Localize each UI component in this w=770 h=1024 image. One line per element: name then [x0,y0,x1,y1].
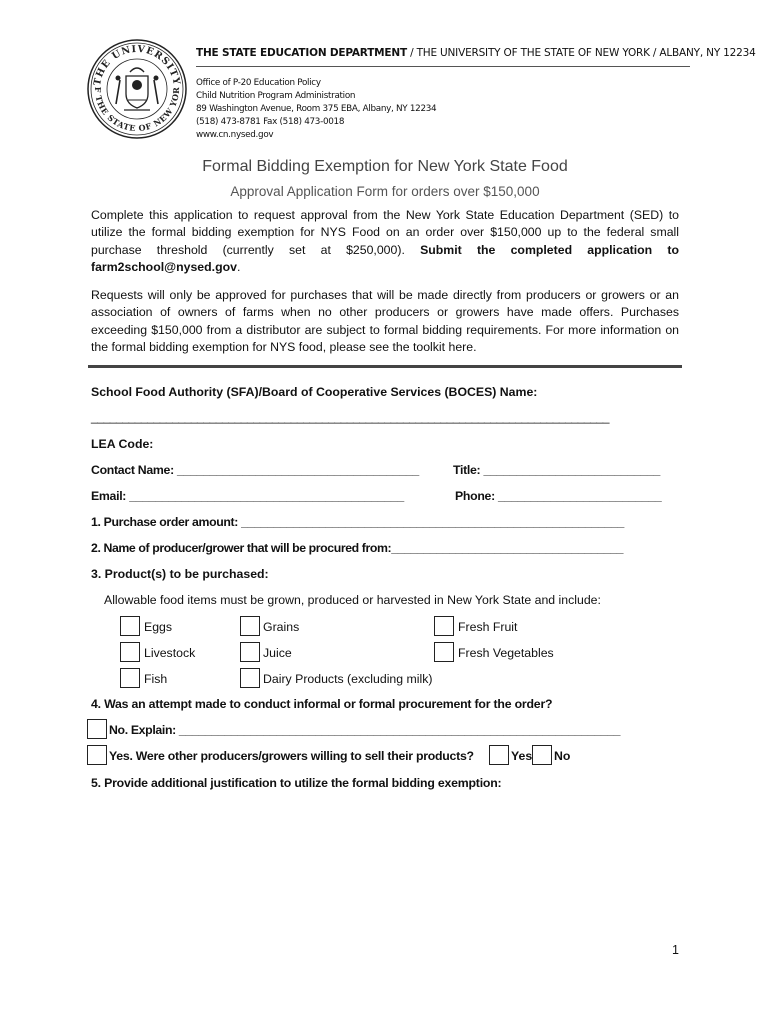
office-contact-block [196,77,436,142]
grains-label: Grains [263,620,300,634]
dairy-products-label: Dairy Products (excluding milk) [263,672,433,686]
yes-procurement-checkbox[interactable] [87,745,107,765]
fresh-fruit-label: Fresh Fruit [458,620,518,634]
dairy-products-checkbox[interactable] [240,668,260,688]
producers-willing-no-checkbox[interactable] [532,745,552,765]
justification-question: 5. Provide additional justification to utilize the formal bidding exemption: [91,776,502,790]
intro-period: . [236,259,241,274]
grains-checkbox[interactable] [240,616,260,636]
livestock-checkbox[interactable] [120,642,140,662]
eggs-checkbox[interactable] [120,616,140,636]
juice-checkbox[interactable] [240,642,260,662]
intro-submit-instruction: Submit the completed application to farm2school@nysed.gov [91,242,679,274]
allowable-items-note: Allowable food items must be grown, produced or harvested in New York State and include: [104,593,601,607]
department-name: THE STATE EDUCATION DEPARTMENT [196,47,407,59]
title-field[interactable]: Title: ___________________________ [453,463,661,477]
no-explain-field[interactable]: No. Explain: ____________________________________________________________________ [109,723,621,737]
office-line: (518) 473-8781 Fax (518) 473-0018 [196,117,345,127]
page-number: 1 [672,943,679,957]
office-line: 89 Washington Avenue, Room 375 EBA, Albany, NY 12234 [196,104,437,114]
requests-paragraph: Requests will only be approved for purchases that will be made directly from producers or growers or an association of owners of farms when no other producers or growers have made offers. Purchases exceeding $150,000 from a distributor are subject to formal bidding requirements. For more information on the formal bidding exemption for NYS food, please see the toolkit here. [91,288,679,354]
fresh-fruit-checkbox[interactable] [434,616,454,636]
sfa-name-field[interactable]: ___________________________________________________________________________________ [91,410,609,424]
producers-willing-yes-checkbox[interactable] [489,745,509,765]
nys-university-seal [86,38,188,140]
form-subtitle: Approval Application Form for orders over $150,000 [230,184,540,199]
producer-name-field[interactable]: 2. Name of producer/grower that will be procured from:____________________________________ [91,541,624,555]
yes-producers-willing-label: Yes. Were other producers/growers willing to sell their products? [109,749,474,763]
fish-checkbox[interactable] [120,668,140,688]
fresh-vegetables-checkbox[interactable] [434,642,454,662]
header-divider [196,66,690,67]
section-divider [88,365,682,368]
sfa-name-label: School Food Authority (SFA)/Board of Cooperative Services (BOCES) Name: [91,385,538,399]
purchase-order-amount-field[interactable]: 1. Purchase order amount: ___________________________________________________________ [91,515,624,529]
office-line: Office of P-20 Education Policy [196,78,321,88]
no-procurement-checkbox[interactable] [87,719,107,739]
producers-willing-no-label: No [554,749,571,763]
fish-label: Fish [144,672,168,686]
juice-label: Juice [263,646,292,660]
intro-text: Complete this application to request approval from the New York State Education Department (SED) to utilize the formal bidding exemption for NYS Food on an order over $150,000 up to the federal small purchase threshold (currently set at $250,000). [91,208,679,257]
seal-text-top: THE UNIVERSITY [92,43,182,87]
office-line: Child Nutrition Program Administration [196,91,356,101]
procurement-attempt-question: 4. Was an attempt made to conduct informal or formal procurement for the order? [91,697,553,711]
email-field[interactable]: Email: __________________________________________ [91,489,404,503]
phone-field[interactable]: Phone: _________________________ [455,489,662,503]
fresh-vegetables-label: Fresh Vegetables [458,646,554,660]
lea-code-label[interactable]: LEA Code: [91,437,154,451]
intro-paragraph [91,207,679,276]
form-title: Formal Bidding Exemption for New York State Food [202,158,568,175]
livestock-label: Livestock [144,646,196,660]
eggs-label: Eggs [144,620,173,634]
header-address-line [196,47,756,59]
products-question: 3. Product(s) to be purchased: [91,567,269,581]
producers-willing-yes-label: Yes [511,749,533,763]
contact-name-field[interactable]: Contact Name: _____________________________________ [91,463,419,477]
seal-text-bottom: F THE STATE OF NEW YOR [92,86,182,134]
office-line: www.cn.nysed.gov [196,130,274,140]
university-name: / THE UNIVERSITY OF THE STATE OF NEW YORK / ALBANY, NY 12234 [406,47,756,59]
